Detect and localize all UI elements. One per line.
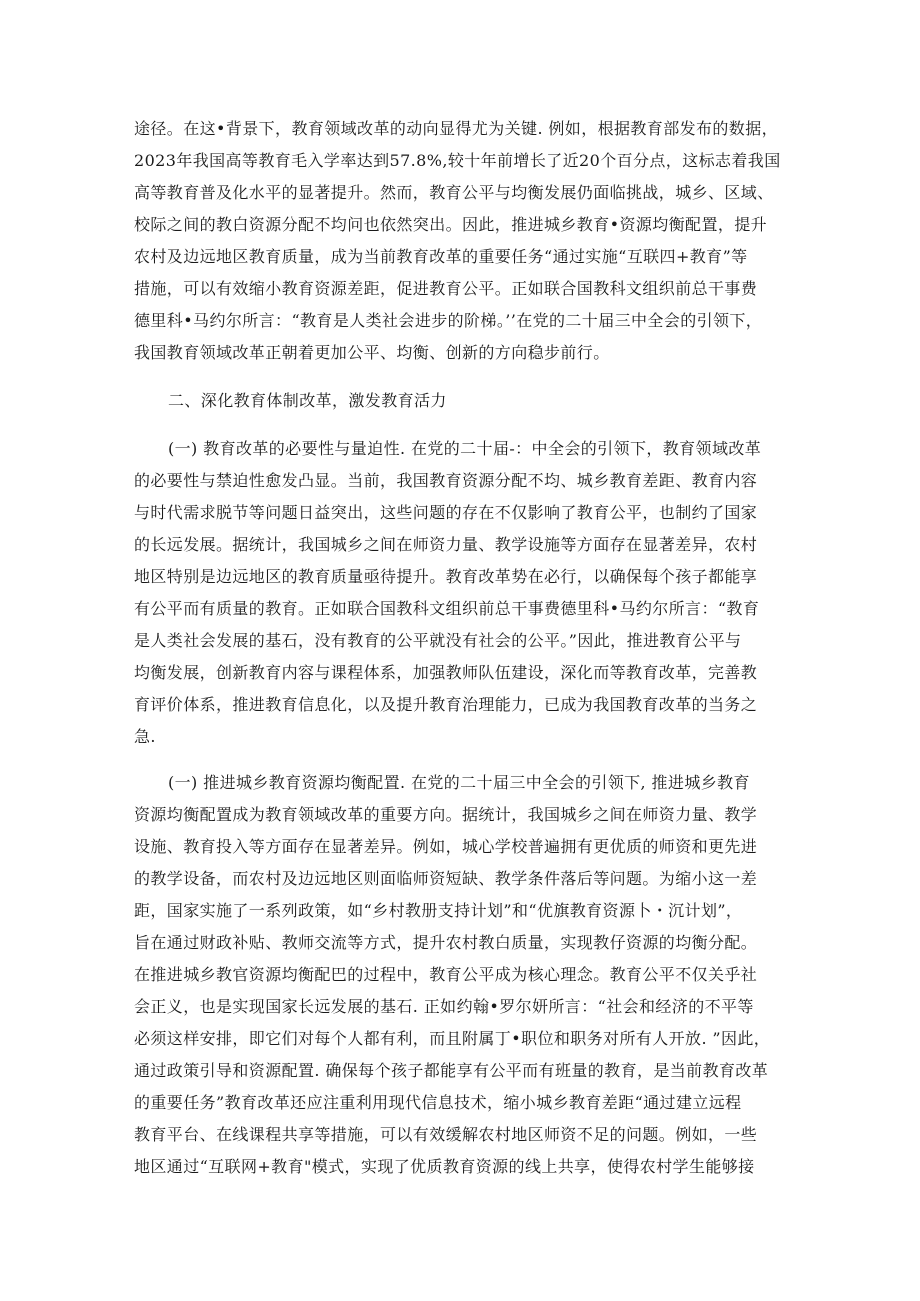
text-line: 高等教育普及化水平的显著提升。然而，教育公平与均衡发展仍面临挑战，城乡、区域、: [134, 183, 774, 202]
text-line: 的必要性与禁迫性愈发凸显。当前，我国教育资源分配不均、城乡教育差距、教育内容: [134, 471, 758, 490]
text-line: 的重要任务”教育改革还应注重利用现代信息技术，缩小城乡教育差距“通过建立远程: [134, 1093, 742, 1112]
text-line: 地区通过“互联网+教育"模式，实现了优质教育资源的线上共享，使得农村学生能够接: [134, 1157, 755, 1176]
text-line: 距，国家实施了一系列政策，如“乡村教册支持计划”和“优旗教育资源卜・沉计划”，: [134, 901, 743, 920]
paragraph-resource-balance: [134, 767, 802, 1183]
text-line: 地区特别是边远地区的教育质量亟待提升。教育改革势在必行，以确保每个孩子都能享: [134, 567, 758, 586]
text-line: 德里科•马约尔所言：“教育是人类社会进步的阶梯。’’在党的二十届三中全会的引领下，: [134, 311, 763, 330]
text-line: 是人类社会发展的基石，没有教育的公平就没有社会的公平。”因此，推进教育公平与: [134, 631, 742, 650]
paragraph-intro: [134, 113, 802, 369]
text-line: 有公平而有质量的教育。正如联合国教科文组织前总干事费德里科•马约尔所言：“教育: [134, 599, 760, 618]
text-line: 旨在通过财政补贴、教师交流等方式，提升农村教白质量，实现教仔资源的均衡分配。: [134, 933, 758, 952]
text-line: 途径。在这•背景下，教育领域改革的动向显得尤为关键. 例如，根据教育部发布的数据，: [134, 119, 779, 138]
text-line: (一) 教育改革的必要性与量迫性. 在党的二十届-：中全会的引领下，教育领域改革: [168, 439, 762, 458]
text-line: 必须这样安排，即它们对每个人都有利，而且附属丁•职位和职务对所有人开放. ”因此，: [134, 1029, 771, 1048]
text-line: 我国教育领域改革正朝着更加公平、均衡、创新的方向稳步前行。: [134, 343, 610, 362]
paragraph-necessity: [134, 433, 802, 753]
text-line: 措施，可以有效缩小教育资源差距，促进教育公平。正如联合国教科文组织前总干事费: [134, 279, 758, 298]
section-heading: 二、深化教育体制改革，激发教育活力: [168, 391, 447, 410]
text-line: 校际之间的教白资源分配不均问也依然突出。因此，推进城乡教育•资源均衡配置，提升: [134, 215, 768, 234]
text-line: 会正义，也是实现国家长远发展的基石. 正如约翰•罗尔妍所言：“社会和经济的不平等: [134, 997, 754, 1016]
text-line: 均衡发展，创新教育内容与课程体系，加强教师队伍建设，深化而等教育改革，完善教: [134, 663, 758, 682]
text-line: 资源均衡配置成为教育领域改革的重要方向。据统计，我国城乡之间在师资力量、教学: [134, 805, 758, 824]
text-line: 的长远发展。据统计，我国城乡之间在师资力量、教学设施等方面存在显著差异，农村: [134, 535, 758, 554]
document-page: [134, 113, 802, 1183]
text-line: 与时代需求脱节等问题日益突出，这些问题的存在不仅影响了教育公平，也制约了国家: [134, 503, 758, 522]
text-line: 通过政策引导和资源配置. 确保每个孩子都能享有公平而有班量的教育，是当前教育改革: [134, 1061, 769, 1080]
text-line: 的教学设备，而农村及边远地区则面临师资短缺、教学条件落后等问题。为缩小这一差: [134, 869, 758, 888]
text-line: 育评价体系，推进教育信息化，以及提升教育治理能力，已成为我国教育改革的当务之: [134, 695, 758, 714]
text-line: (一) 推进城乡教育资源均衡配置. 在党的二十届三中全会的引领下, 推进城乡教育: [168, 773, 750, 792]
text-line: 急.: [134, 727, 156, 746]
text-line: 2023年我国高等教育毛入学率达到57.8%,较十年前增长了近20个百分点，这标志着我国: [134, 151, 781, 170]
text-line: 设施、教育投入等方面存在显著差异。例如，城心学校普遍拥有更优质的师资和更先进: [134, 837, 758, 856]
text-line: 农村及边远地区教育质量，成为当前教育改革的重要任务“通过实施“互联四+教育”等: [134, 247, 748, 266]
text-line: 教育平台、在线课程共享等措施，可以有效缓解农村地区师资不足的问题。例如，一些: [134, 1125, 758, 1144]
text-line: 在推进城乡教官资源均衡配巴的过程中，教育公平成为核心理念。教育公平不仅关乎社: [134, 965, 758, 984]
